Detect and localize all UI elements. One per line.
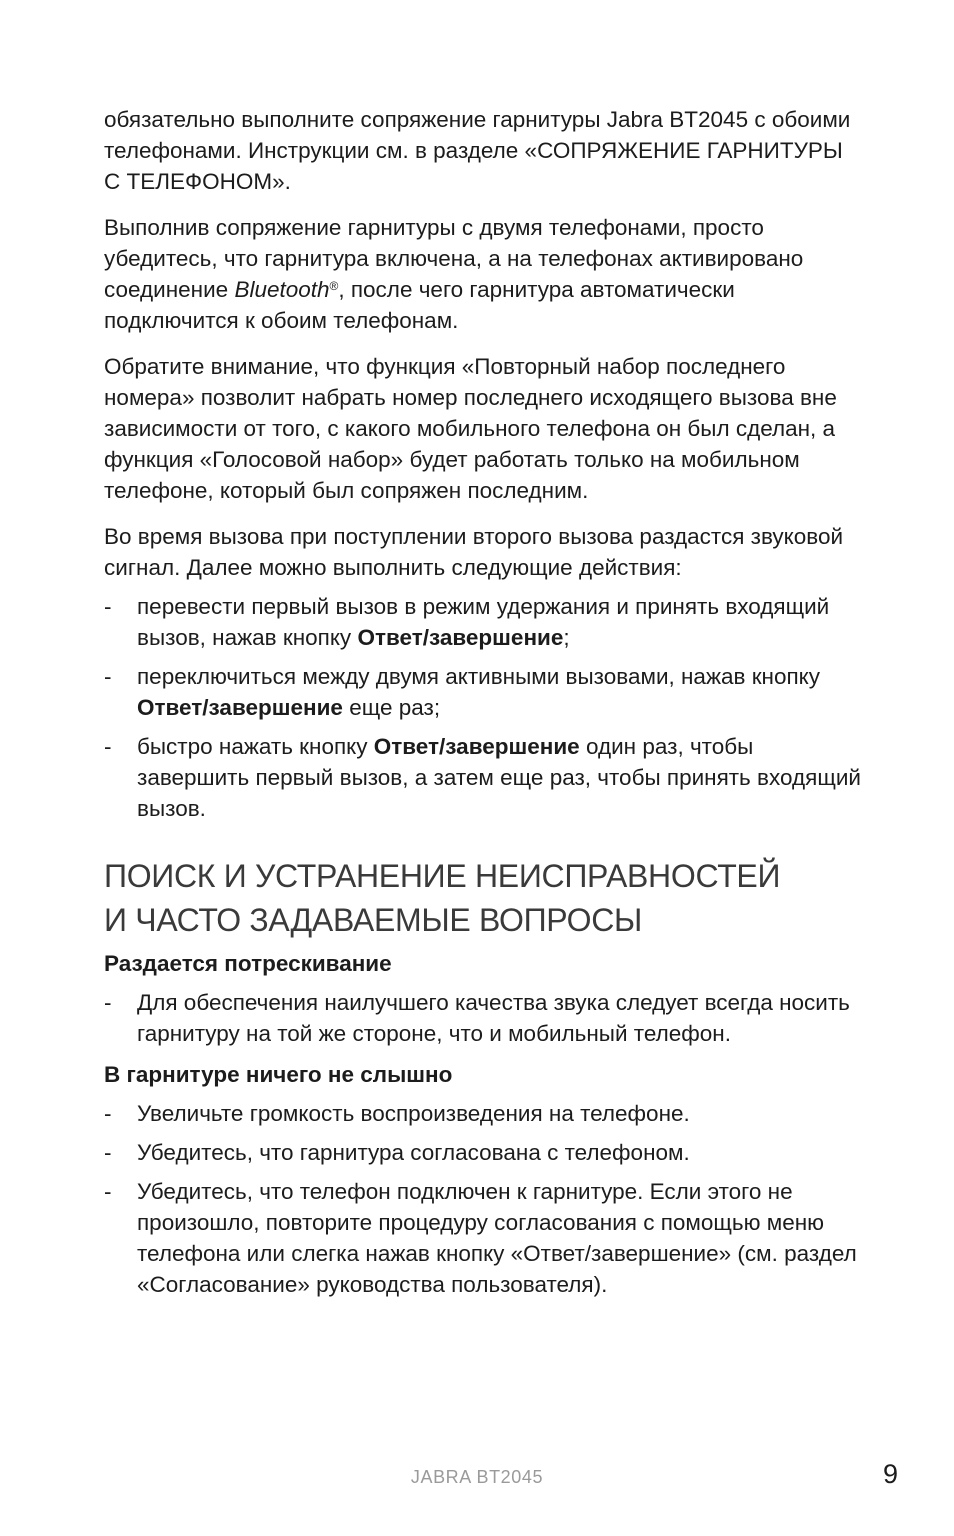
list-item bbox=[104, 987, 864, 1049]
paragraph-after-pairing-text-2: , после чего гарнитура автоматически подключится к обоим телефонам. bbox=[104, 277, 735, 333]
list-item-text: Убедитесь, что телефон подключен к гарнитуре. Если этого не произошло, повторите процедуру согласования с помощью меню телефона или слегка нажав кнопку «Ответ/завершение» (см. раздел «Согласование» руководства пользователя). bbox=[137, 1179, 857, 1297]
paragraph-second-call: Во время вызова при поступлении второго вызова раздастся звуковой сигнал. Далее можно выполнить следующие действия: bbox=[104, 524, 844, 580]
faq-no-sound-list bbox=[104, 1098, 864, 1300]
list-dash: - bbox=[104, 1101, 112, 1126]
list-dash: - bbox=[104, 734, 112, 759]
registered-mark: ® bbox=[329, 279, 339, 293]
list-item-text: ; bbox=[563, 625, 570, 650]
list-dash: - bbox=[104, 664, 112, 689]
bluetooth-term: Bluetooth bbox=[234, 277, 330, 302]
faq-crackling-title: Раздается потрескивание bbox=[104, 951, 392, 976]
answer-end-button-name: Ответ/завершение bbox=[357, 625, 564, 650]
list-item-text: один раз, чтобы завершить первый вызов, а затем еще раз, чтобы принять входящий вызов. bbox=[137, 734, 861, 821]
list-item bbox=[104, 1098, 864, 1129]
list-item bbox=[104, 1176, 864, 1300]
answer-end-button-name: Ответ/завершение bbox=[137, 695, 343, 720]
page-number: 9 bbox=[882, 1459, 898, 1489]
list-dash: - bbox=[104, 1179, 112, 1204]
list-item-text: переключиться между двумя активными вызовами, нажав кнопку bbox=[137, 664, 821, 689]
section-heading-line-1: ПОИСК И УСТРАНЕНИЕ НЕИСПРАВНОСТЕЙ bbox=[104, 858, 781, 894]
list-item-text: перевести первый вызов в режим удержания и принять входящий вызов, нажав кнопку bbox=[137, 594, 830, 650]
answer-end-button-name: Ответ/завершение bbox=[373, 734, 580, 759]
list-item-text: Для обеспечения наилучшего качества звука следует всегда носить гарнитуру на той же стороне, что и мобильный телефон. bbox=[137, 990, 850, 1046]
paragraph-redial-note: Обратите внимание, что функция «Повторный набор последнего номера» позволит набрать номер последнего исходящего вызова вне зависимости от того, с какого мобильного телефона он был сделан, а функция «Голосовой набор» будет работать только на мобильном телефоне, который был сопряжен последним. bbox=[104, 354, 837, 503]
section-heading-line-2: И ЧАСТО ЗАДАВАЕМЫЕ ВОПРОСЫ bbox=[104, 902, 643, 938]
list-dash: - bbox=[104, 594, 112, 619]
list-item-text: быстро нажать кнопку bbox=[137, 734, 374, 759]
list-item bbox=[104, 591, 864, 653]
list-item-text: Увеличьте громкость воспроизведения на телефоне. bbox=[137, 1101, 690, 1126]
page-content bbox=[104, 104, 864, 1310]
list-item bbox=[104, 1137, 864, 1168]
list-item bbox=[104, 661, 864, 723]
paragraph-after-pairing-text-1: Выполнив сопряжение гарнитуры с двумя телефонами, просто убедитесь, что гарнитура включена, а на телефонах активировано соединение bbox=[104, 215, 804, 302]
list-dash: - bbox=[104, 1140, 112, 1165]
list-item-text: еще раз; bbox=[342, 695, 441, 720]
paragraph-pairing: обязательно выполните сопряжение гарнитуры Jabra BT2045 с обоими телефонами. Инструкции см. в разделе «СОПРЯЖЕНИЕ ГАРНИТУРЫ С ТЕЛЕФОНОМ». bbox=[104, 107, 851, 194]
list-dash: - bbox=[104, 990, 112, 1015]
list-item-text: Убедитесь, что гарнитура согласована с телефоном. bbox=[137, 1140, 690, 1165]
section-heading bbox=[104, 854, 864, 942]
faq-no-sound-title: В гарнитуре ничего не слышно bbox=[104, 1062, 453, 1087]
footer-product-title: JABRA BT2045 bbox=[410, 1467, 544, 1487]
faq-crackling-list bbox=[104, 987, 864, 1049]
call-options-list bbox=[104, 591, 864, 824]
list-item bbox=[104, 731, 864, 824]
paragraph-after-pairing bbox=[104, 212, 864, 336]
